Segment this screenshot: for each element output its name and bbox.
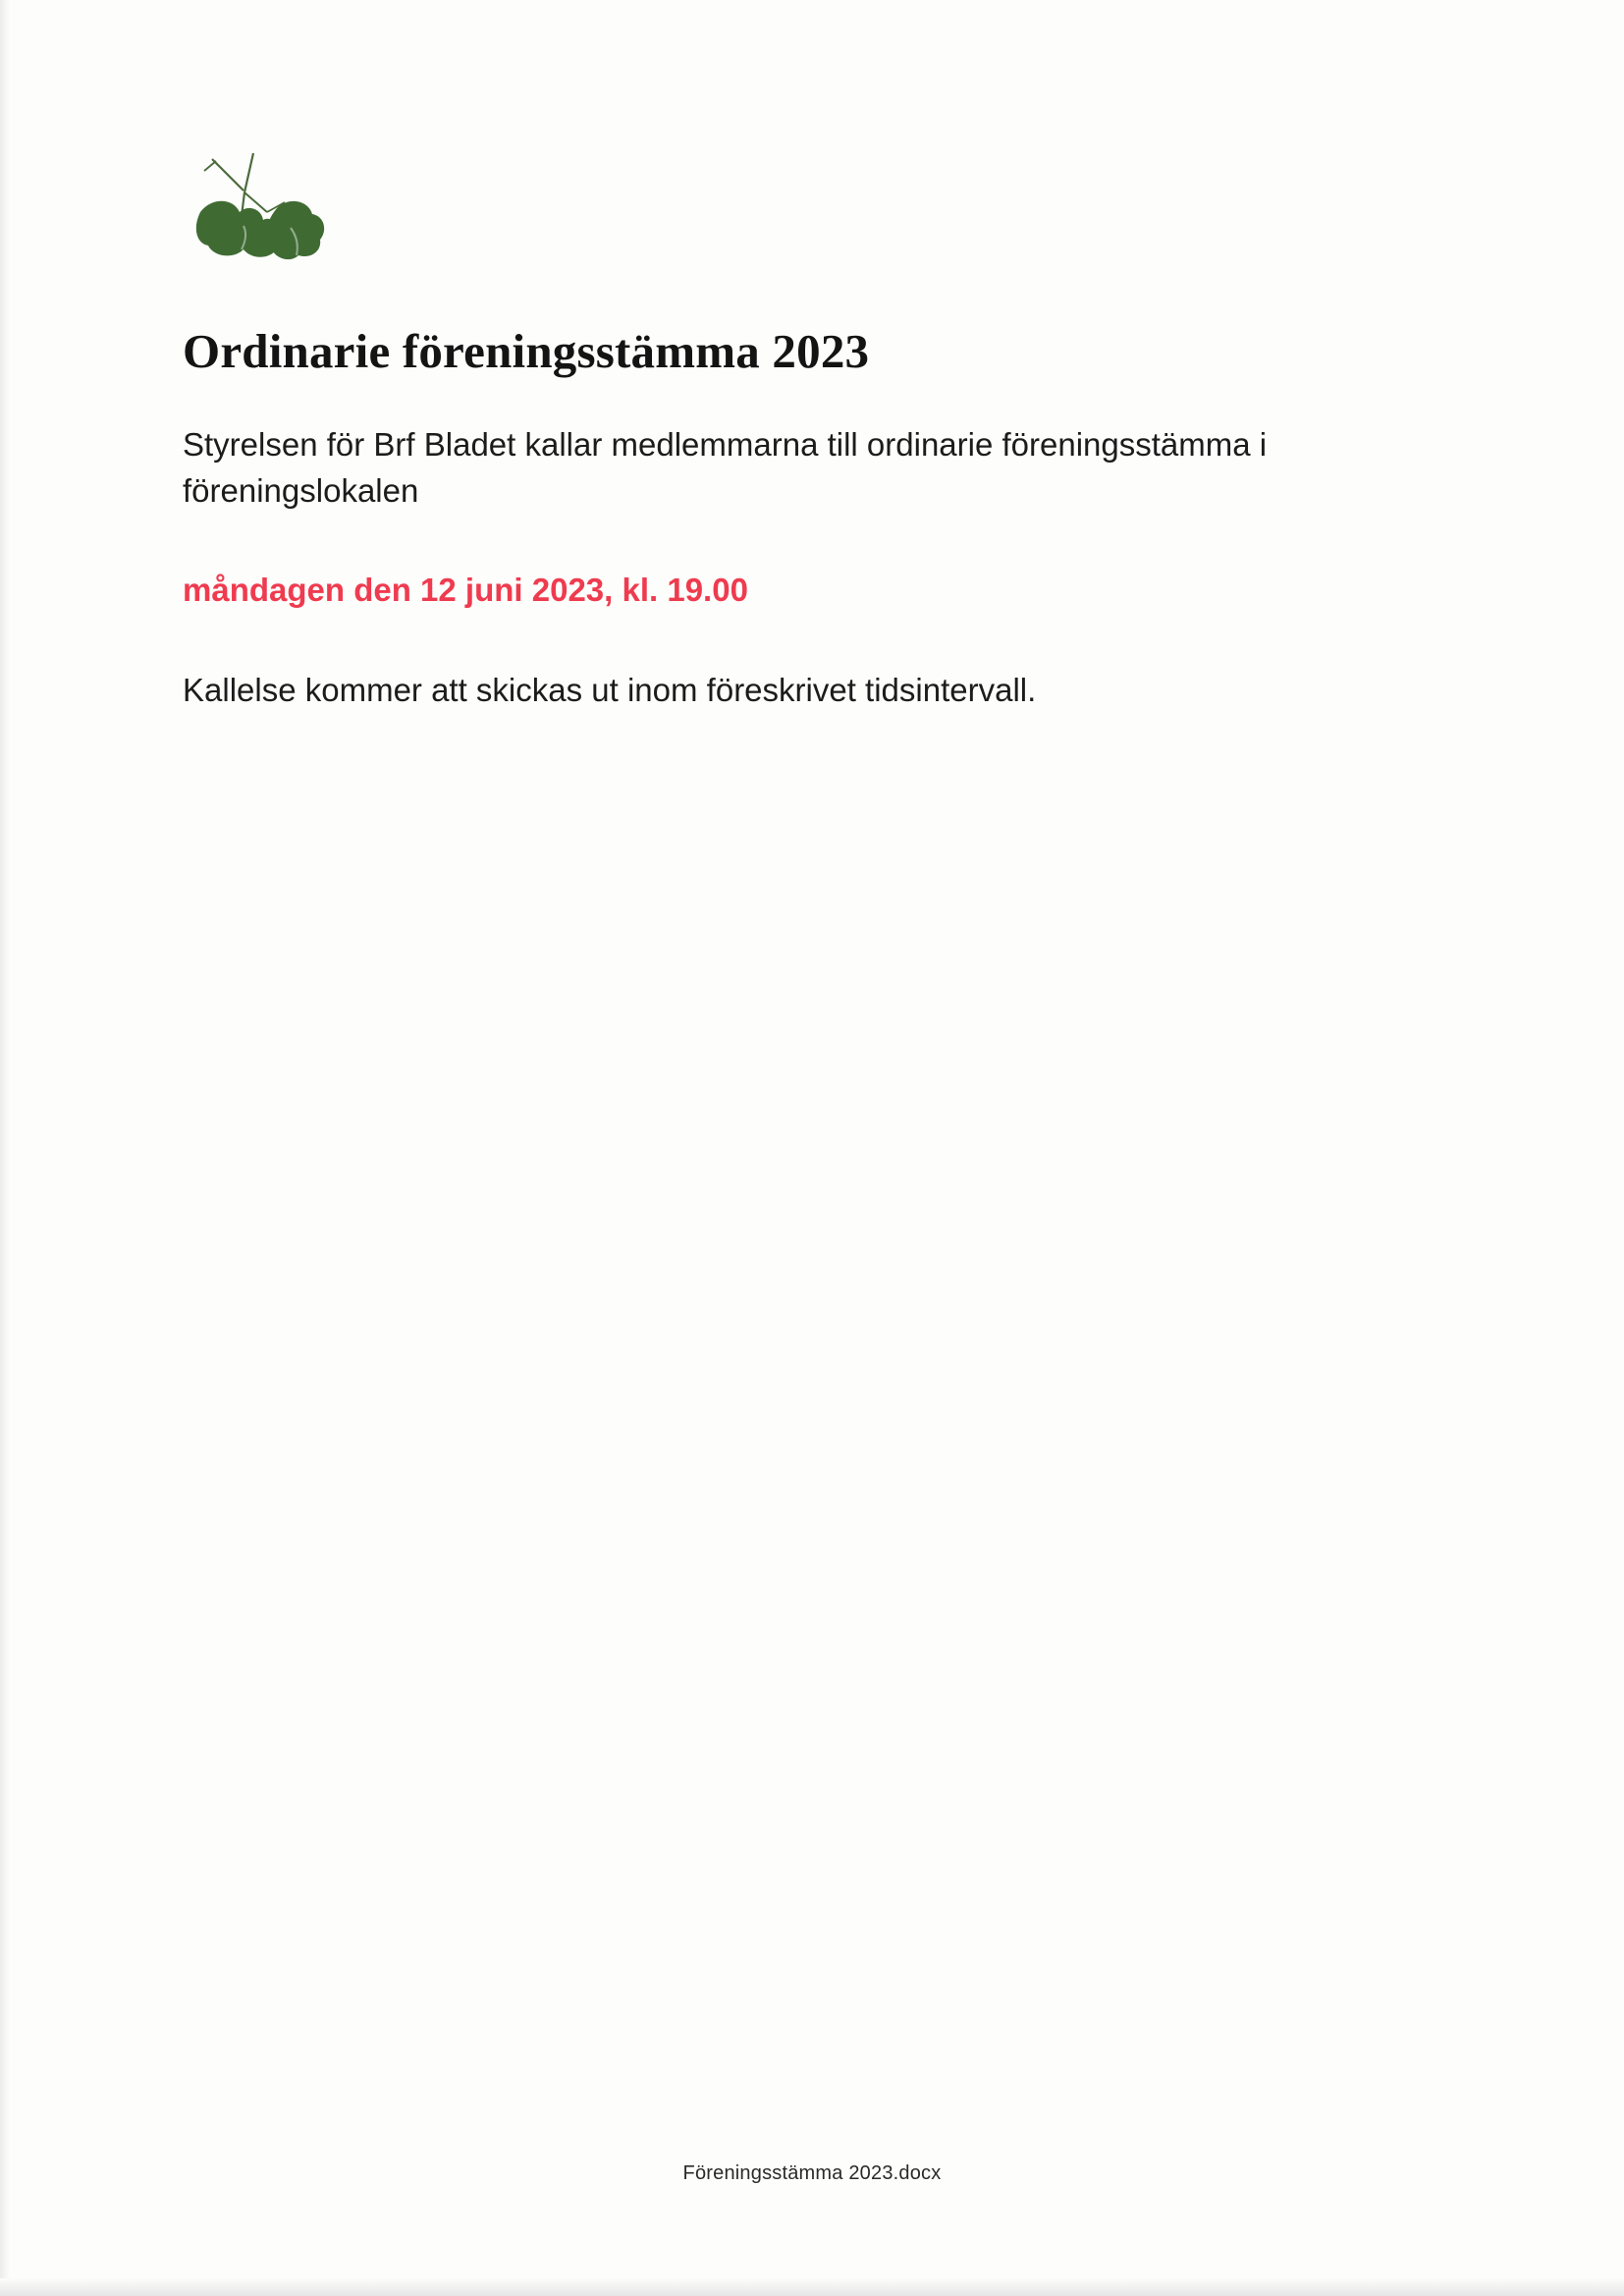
paragraph-intro: Styrelsen för Brf Bladet kallar medlemmarna till ordinarie föreningsstämma i föreningslokalen xyxy=(183,425,1268,509)
scan-edge-left xyxy=(0,0,10,2296)
paragraph-meeting-time: måndagen den 12 juni 2023, kl. 19.00 xyxy=(183,571,748,608)
leaf-logo-icon xyxy=(183,147,330,280)
page-title: Ordinarie föreningsstämma 2023 xyxy=(183,324,870,378)
paragraph-notice: Kallelse kommer att skickas ut inom föreskrivet tidsintervall. xyxy=(183,672,1037,709)
document-content xyxy=(183,147,1449,757)
document-footer: Föreningsstämma 2023.docx xyxy=(682,2162,942,2184)
scan-edge-bottom xyxy=(0,2278,1624,2296)
